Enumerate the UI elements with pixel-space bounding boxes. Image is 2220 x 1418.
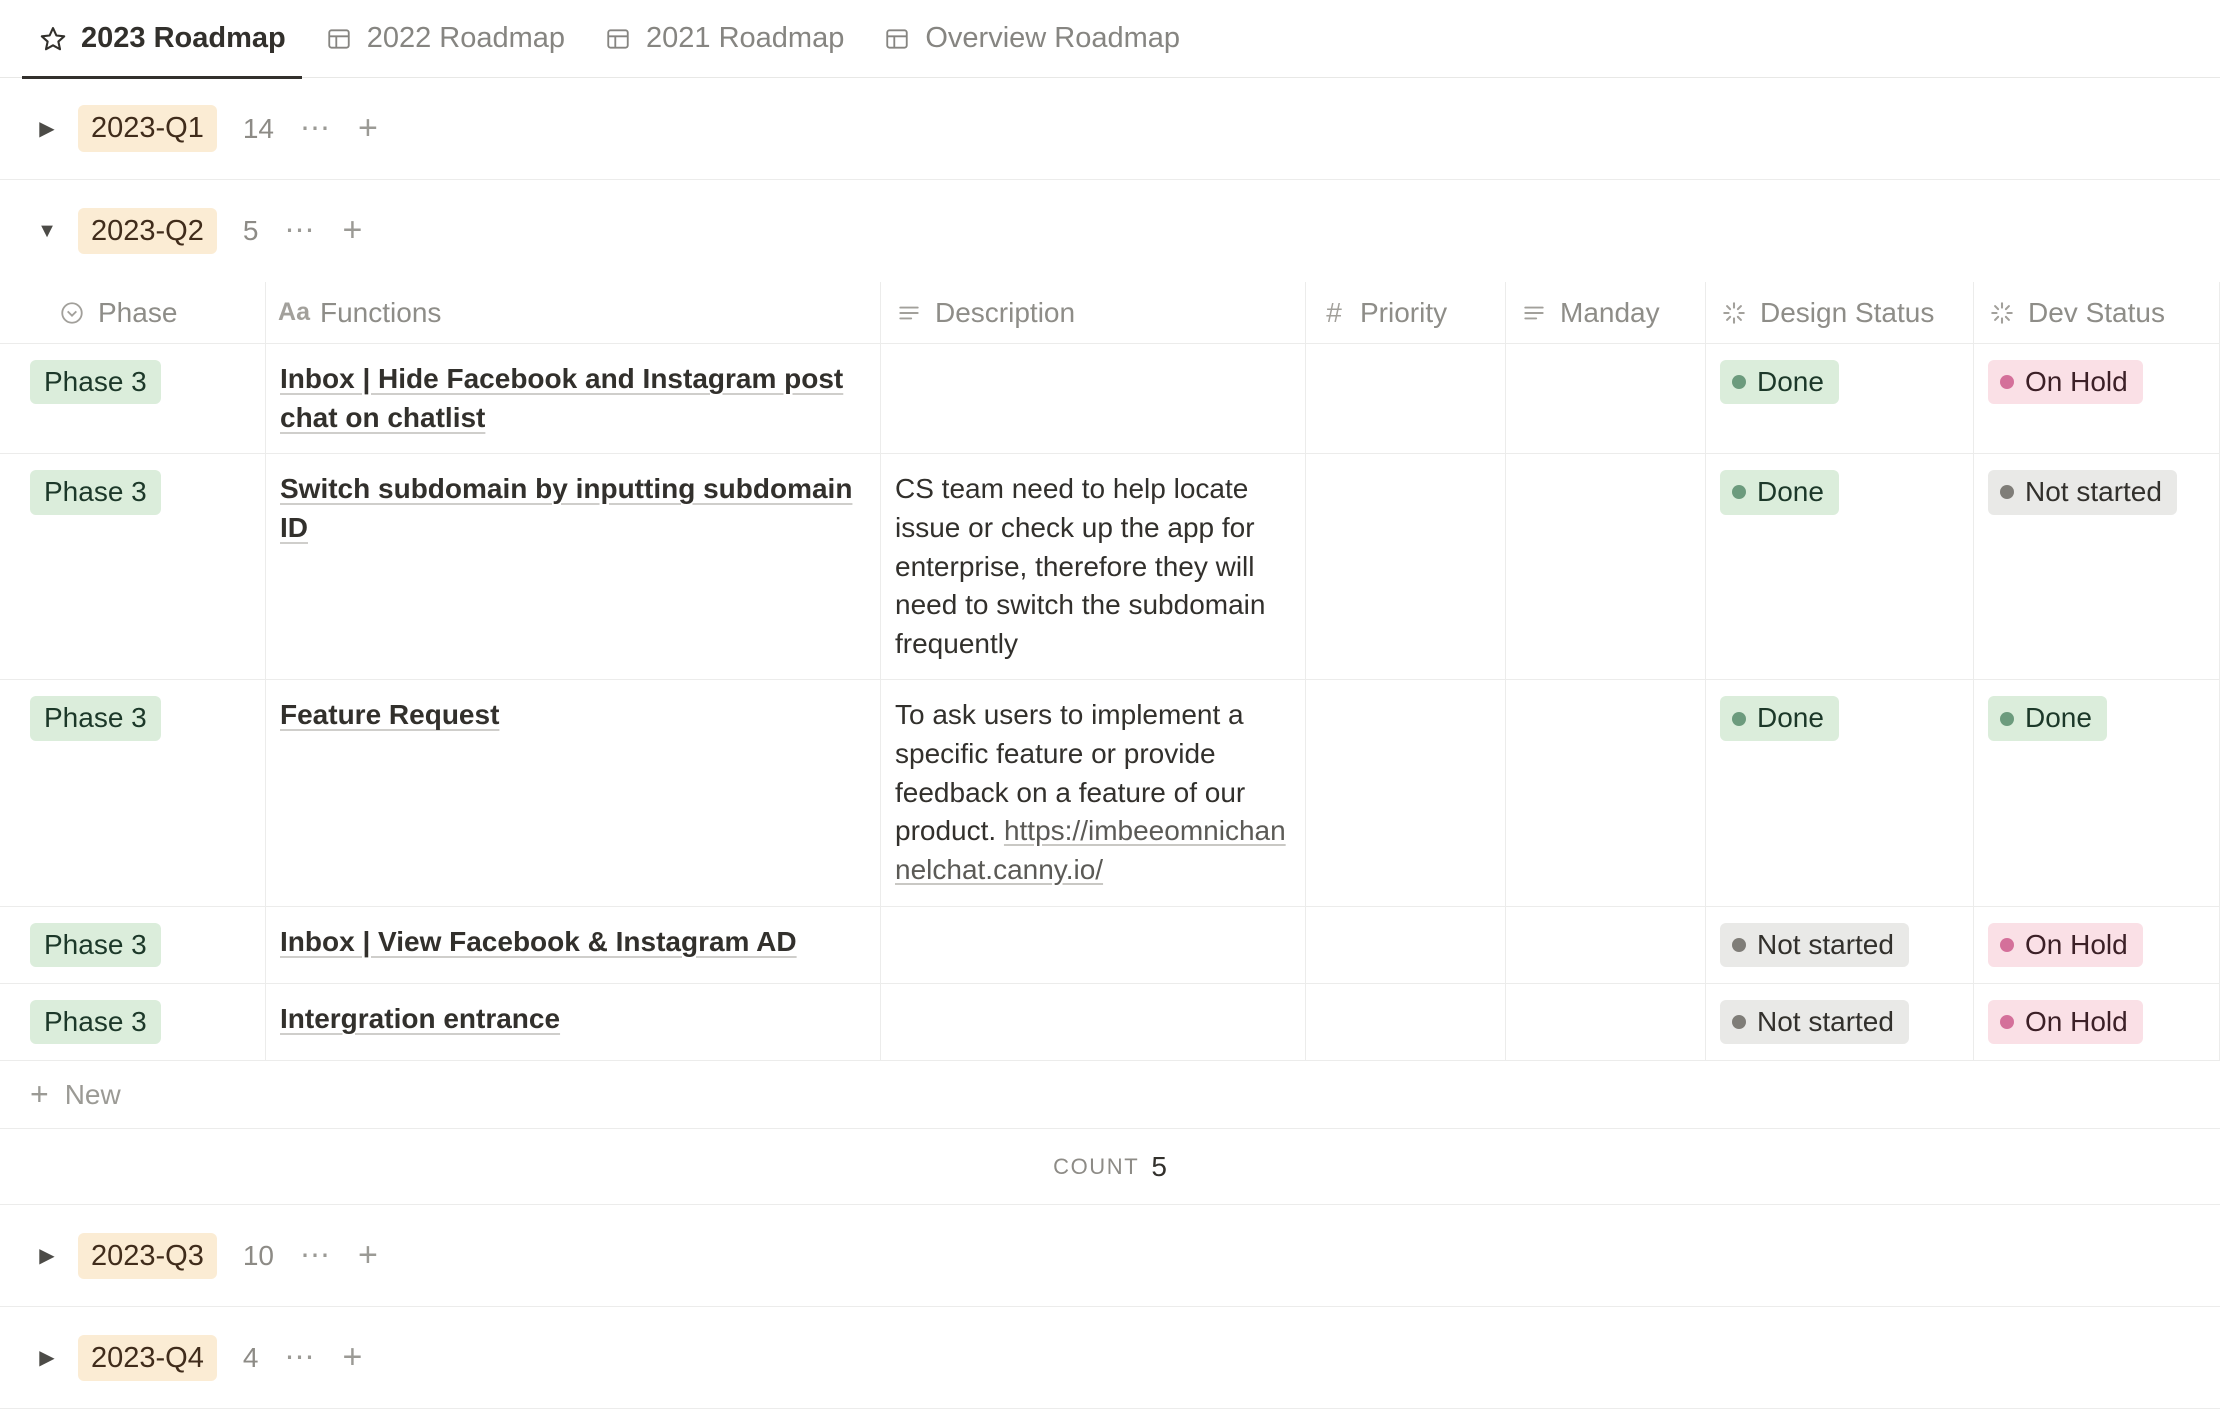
cell-functions[interactable] (266, 907, 881, 983)
cell-phase[interactable] (0, 454, 266, 679)
cell-dev-status[interactable] (1974, 454, 2220, 679)
status-label: Done (2025, 702, 2092, 734)
column-header-manday[interactable] (1506, 282, 1706, 343)
table-row[interactable] (0, 454, 2220, 680)
group-label: 2023-Q3 (78, 1233, 217, 1279)
status-badge (1988, 1000, 2143, 1044)
column-header-label: Phase (98, 296, 178, 328)
chevron-right-icon[interactable]: ▶ (39, 1245, 55, 1268)
table-icon (324, 24, 354, 54)
status-badge (1720, 1000, 1909, 1044)
group-header-2023-q2[interactable] (0, 180, 2220, 282)
chevron-down-icon[interactable]: ▼ (37, 219, 57, 242)
cell-functions[interactable] (266, 344, 881, 453)
roadmap-table (0, 282, 2220, 1205)
cell-functions[interactable] (266, 984, 881, 1060)
status-label: Done (1757, 476, 1824, 508)
tab-overview-roadmap[interactable] (866, 0, 1196, 78)
status-label: On Hold (2025, 366, 2128, 397)
description-link[interactable]: https://imbeeomnichannelchat.canny.io/ (895, 815, 1286, 885)
number-icon: # (1326, 296, 1342, 328)
description-text: To ask users to implement a specific feature or provide feedback on a feature of our product. (895, 699, 1246, 847)
status-label: On Hold (2025, 928, 2128, 960)
cell-dev-status[interactable] (1974, 984, 2220, 1060)
status-dot-icon (1732, 375, 1746, 389)
group-header-2023-q1[interactable] (0, 78, 2220, 180)
group-header-2023-q4[interactable] (0, 1307, 2220, 1409)
cell-design-status[interactable] (1706, 454, 1974, 679)
column-header-dev-status[interactable] (1974, 282, 2220, 343)
tab-label: 2022 Roadmap (366, 22, 566, 54)
cell-priority[interactable] (1306, 344, 1506, 453)
cell-manday[interactable] (1506, 454, 1706, 679)
row-title-link[interactable]: Feature Request (280, 699, 500, 731)
phase-badge: Phase 3 (30, 923, 161, 967)
cell-phase[interactable] (0, 984, 266, 1060)
group-more-icon[interactable]: ⋯ (300, 111, 333, 145)
status-dot-icon (1732, 712, 1746, 726)
status-badge (1988, 923, 2143, 967)
cell-manday[interactable] (1506, 680, 1706, 905)
group-count: 10 (242, 1239, 275, 1271)
group-label: 2023-Q4 (78, 1335, 217, 1381)
group-header-2023-q3[interactable] (0, 1205, 2220, 1307)
cell-design-status[interactable] (1706, 984, 1974, 1060)
cell-priority[interactable] (1306, 680, 1506, 905)
status-dot-icon (2000, 375, 2014, 389)
plus-icon: + (30, 1075, 49, 1112)
cell-description[interactable] (881, 454, 1306, 679)
status-label: Done (1757, 366, 1824, 397)
group-count: 5 (242, 215, 259, 246)
status-badge (1988, 470, 2177, 514)
status-dot-icon (2000, 485, 2014, 499)
tab-label: 2021 Roadmap (646, 22, 845, 54)
group-add-icon[interactable]: + (342, 1337, 363, 1376)
row-title-link[interactable]: Intergration entrance (280, 1002, 561, 1034)
column-header-functions[interactable] (266, 282, 881, 343)
row-title-link[interactable]: Switch subdomain by inputting subdomain ID (280, 473, 853, 543)
table-row[interactable] (0, 680, 2220, 906)
status-badge (1720, 696, 1839, 740)
tab-label: Overview Roadmap (925, 22, 1181, 54)
status-dot-icon (2000, 712, 2014, 726)
group-more-icon[interactable]: ⋯ (284, 1340, 317, 1374)
group-label: 2023-Q1 (78, 105, 217, 151)
status-label: Not started (2025, 476, 2162, 508)
cell-description[interactable] (881, 984, 1306, 1060)
row-title-link[interactable]: Inbox | View Facebook & Instagram AD (280, 925, 797, 957)
cell-phase[interactable] (0, 680, 266, 905)
description-text: CS team need to help locate issue or check up the app for enterprise, therefore they will need to switch the subdomain frequently (895, 473, 1266, 659)
table-row[interactable] (0, 907, 2220, 984)
tab-2022-roadmap[interactable] (308, 0, 581, 78)
cell-design-status[interactable] (1706, 344, 1974, 453)
column-header-label: Priority (1360, 296, 1448, 328)
cell-dev-status[interactable] (1974, 344, 2220, 453)
star-icon (38, 24, 68, 54)
cell-phase[interactable] (0, 907, 266, 983)
column-header-phase[interactable] (0, 282, 266, 343)
new-row-label: New (64, 1078, 121, 1110)
chevron-right-icon[interactable]: ▶ (39, 118, 55, 140)
chevron-right-icon[interactable]: ▶ (39, 1347, 55, 1370)
cell-description[interactable] (881, 680, 1306, 905)
status-dot-icon (1732, 485, 1746, 499)
text-lines-icon (895, 299, 923, 327)
table-row[interactable] (0, 344, 2220, 454)
cell-functions[interactable] (266, 454, 881, 679)
tab-2021-roadmap[interactable] (587, 0, 860, 78)
group-label: 2023-Q2 (78, 208, 217, 254)
cell-design-status[interactable] (1706, 907, 1974, 983)
table-header-row (0, 282, 2220, 344)
status-dot-icon (2000, 938, 2014, 952)
cell-dev-status[interactable] (1974, 907, 2220, 983)
cell-functions[interactable] (266, 680, 881, 905)
status-dot-icon (1732, 938, 1746, 952)
phase-badge: Phase 3 (30, 360, 161, 404)
group-count: 4 (242, 1341, 259, 1373)
status-label: Not started (1757, 928, 1894, 960)
column-header-label: Description (935, 296, 1076, 328)
text-icon: Aa (278, 298, 310, 326)
cell-manday[interactable] (1506, 984, 1706, 1060)
tab-label: 2023 Roadmap (81, 22, 286, 54)
cell-manday[interactable] (1506, 344, 1706, 453)
column-header-label: Design Status (1760, 296, 1935, 328)
status-icon (1988, 299, 2016, 327)
status-badge (1988, 360, 2143, 404)
cell-dev-status[interactable] (1974, 680, 2220, 905)
phase-badge: Phase 3 (30, 1000, 161, 1044)
add-new-row-button[interactable] (0, 1061, 2220, 1129)
column-header-label: Dev Status (2028, 296, 2165, 328)
status-label: Not started (1757, 1005, 1894, 1037)
count-value: 5 (1151, 1150, 1167, 1182)
status-badge (1720, 923, 1909, 967)
table-icon (603, 24, 633, 54)
group-add-icon[interactable]: + (342, 211, 363, 250)
column-header-design-status[interactable] (1706, 282, 1974, 343)
status-icon (1720, 299, 1748, 327)
status-dot-icon (2000, 1015, 2014, 1029)
cell-description[interactable] (881, 907, 1306, 983)
table-icon (882, 24, 912, 54)
phase-badge: Phase 3 (30, 470, 161, 514)
table-row[interactable] (0, 984, 2220, 1061)
select-icon (58, 299, 86, 327)
column-header-label: Functions (320, 296, 442, 328)
status-badge (1720, 470, 1839, 514)
status-badge (1720, 360, 1839, 404)
group-add-icon[interactable]: + (358, 108, 378, 147)
text-lines-icon (1520, 299, 1548, 327)
count-label: COUNT (1053, 1153, 1140, 1179)
table-footer-count[interactable] (0, 1129, 2220, 1205)
cell-priority[interactable] (1306, 454, 1506, 679)
cell-manday[interactable] (1506, 907, 1706, 983)
column-header-description[interactable] (881, 282, 1306, 343)
row-title-link[interactable]: Inbox | Hide Facebook and Instagram post chat on chatlist (280, 363, 844, 433)
column-header-label: Manday (1560, 296, 1660, 328)
status-label: On Hold (2025, 1005, 2128, 1037)
group-add-icon[interactable]: + (358, 1235, 378, 1274)
status-badge (1988, 696, 2107, 740)
phase-badge: Phase 3 (30, 696, 161, 740)
tab-bar (0, 0, 2220, 78)
group-more-icon[interactable]: ⋯ (300, 1238, 333, 1272)
column-header-priority[interactable] (1306, 282, 1506, 343)
group-count: 14 (242, 112, 275, 144)
status-dot-icon (1732, 1015, 1746, 1029)
group-more-icon[interactable]: ⋯ (284, 214, 317, 247)
status-label: Done (1757, 702, 1824, 734)
cell-design-status[interactable] (1706, 680, 1974, 905)
cell-description[interactable] (881, 344, 1306, 453)
cell-phase[interactable] (0, 344, 266, 453)
cell-priority[interactable] (1306, 907, 1506, 983)
cell-priority[interactable] (1306, 984, 1506, 1060)
tab-2023-roadmap[interactable] (22, 0, 302, 78)
